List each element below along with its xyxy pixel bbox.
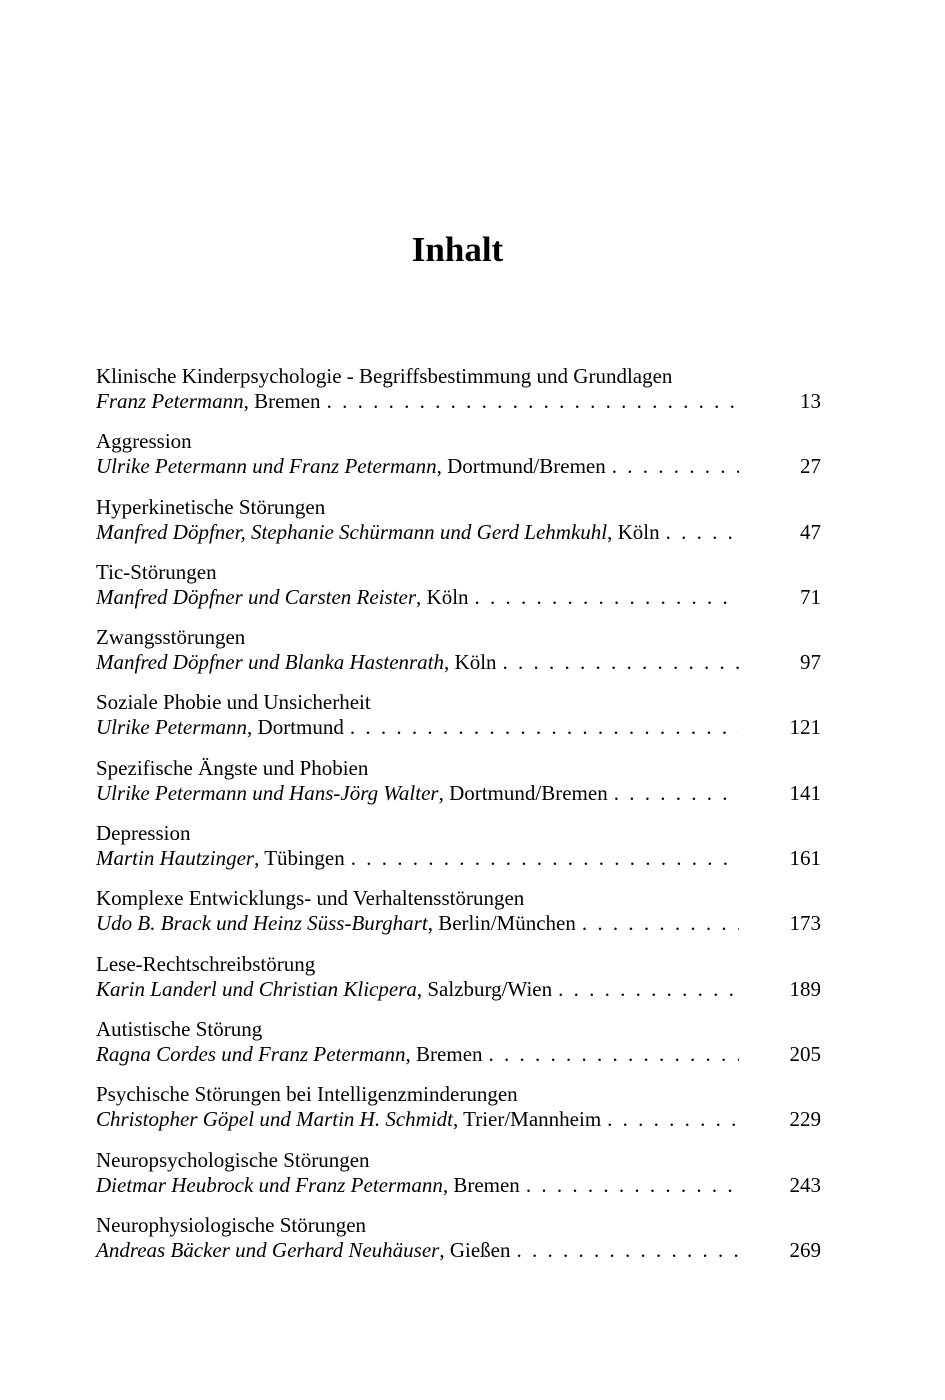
chapter-place: , Tübingen <box>254 846 345 871</box>
chapter-byline <box>96 781 821 806</box>
toc-entry <box>96 756 821 821</box>
dot-leader <box>344 715 739 740</box>
chapter-byline <box>96 1238 821 1263</box>
chapter-title: Zwangsstörungen <box>96 625 246 650</box>
dot-leader <box>660 520 739 545</box>
page-number: 173 <box>789 911 821 936</box>
chapter-byline <box>96 1042 821 1067</box>
chapter-authors: Dietmar Heubrock und Franz Petermann <box>96 1172 443 1197</box>
page-number: 141 <box>789 780 821 805</box>
chapter-place: , Bremen <box>243 389 321 413</box>
chapter-authors: Ulrike Petermann und Hans-Jörg Walter <box>96 780 439 805</box>
page-number: 269 <box>789 1237 821 1262</box>
chapter-place: , Bremen <box>405 1041 483 1066</box>
chapter-place: , Köln <box>607 519 660 544</box>
chapter-place: , Gießen <box>439 1237 511 1262</box>
page-number: 121 <box>789 715 821 740</box>
chapter-authors: Andreas Bäcker und Gerhard Neuhäuser <box>96 1237 440 1262</box>
chapter-place: , Köln <box>444 650 497 675</box>
chapter-authors: Ulrike Petermann <box>96 715 248 740</box>
chapter-byline <box>96 1173 821 1198</box>
chapter-authors: Udo B. Brack und Heinz Süss-Burghart <box>96 911 428 936</box>
page-number: 47 <box>800 519 821 544</box>
chapter-byline <box>96 454 821 479</box>
chapter-byline <box>96 389 821 414</box>
dot-leader <box>520 1173 739 1198</box>
page-number: 243 <box>789 1172 821 1197</box>
toc-entry <box>96 429 821 494</box>
toc-entry <box>96 364 821 429</box>
chapter-title: Autistische Störung <box>96 1016 263 1041</box>
chapter-authors: Ulrike Petermann und Franz Petermann <box>96 454 437 479</box>
chapter-authors: Christopher Göpel und Martin H. Schmidt <box>96 1107 453 1132</box>
toc-entry <box>96 1213 821 1278</box>
chapter-byline <box>96 911 821 936</box>
chapter-title: Depression <box>96 821 191 846</box>
page-number: 205 <box>789 1041 821 1066</box>
chapter-byline <box>96 585 821 610</box>
chapter-title: Klinische Kinderpsychologie - Begriffsbestimmung und Grundlagen <box>96 364 673 388</box>
chapter-title: Neuropsychologische Störungen <box>96 1147 370 1172</box>
chapter-title: Psychische Störungen bei Intelligenzminderungen <box>96 1082 518 1107</box>
dot-leader <box>552 977 739 1002</box>
chapter-authors: Manfred Döpfner und Carsten Reister <box>96 584 417 609</box>
toc-entry <box>96 1148 821 1213</box>
chapter-title: Aggression <box>96 429 192 454</box>
toc-entry <box>96 821 821 886</box>
chapter-place: , Trier/Mannheim <box>453 1107 602 1132</box>
toc-entry <box>96 886 821 951</box>
page-number: 71 <box>800 584 821 609</box>
dot-leader <box>576 911 739 936</box>
chapter-place: , Dortmund/Bremen <box>436 454 606 479</box>
dot-leader <box>497 650 739 675</box>
dot-leader <box>511 1238 740 1263</box>
chapter-title: Lese-Rechtschreibstörung <box>96 951 316 976</box>
chapter-byline <box>96 977 821 1002</box>
chapter-authors: Martin Hautzinger <box>96 846 255 871</box>
chapter-title: Spezifische Ängste und Phobien <box>96 755 369 780</box>
toc-entry <box>96 952 821 1017</box>
chapter-title: Komplexe Entwicklungs- und Verhaltensstörungen <box>96 886 525 911</box>
toc-entry <box>96 1017 821 1082</box>
toc-entry <box>96 625 821 690</box>
dot-leader <box>345 846 739 871</box>
chapter-place: , Dortmund <box>247 715 344 740</box>
chapter-place: , Bremen <box>442 1172 520 1197</box>
dot-leader <box>601 1107 739 1132</box>
chapter-place: , Köln <box>416 584 469 609</box>
chapter-byline <box>96 1107 821 1132</box>
page-number: 27 <box>800 454 821 479</box>
chapter-authors: Franz Petermann <box>96 389 244 413</box>
toc-entry <box>96 690 821 755</box>
chapter-title: Neurophysiologische Störungen <box>96 1212 367 1237</box>
chapter-byline <box>96 520 821 545</box>
dot-leader <box>606 454 739 479</box>
toc-entry <box>96 495 821 560</box>
page-number: 189 <box>789 976 821 1001</box>
chapter-authors: Ragna Cordes und Franz Petermann <box>96 1041 406 1066</box>
chapter-place: , Dortmund/Bremen <box>438 780 608 805</box>
dot-leader <box>469 585 739 610</box>
page-number: 13 <box>800 389 821 413</box>
chapter-place: , Salzburg/Wien <box>416 976 553 1001</box>
chapter-byline <box>96 715 821 740</box>
chapter-place: , Berlin/München <box>427 911 576 936</box>
chapter-authors: Manfred Döpfner und Blanka Hastenrath <box>96 650 445 675</box>
chapter-title: Soziale Phobie und Unsicherheit <box>96 690 371 715</box>
dot-leader <box>321 389 739 414</box>
toc-entry <box>96 1082 821 1147</box>
chapter-byline <box>96 846 821 871</box>
page-number: 97 <box>800 650 821 675</box>
chapter-authors: Manfred Döpfner, Stephanie Schürmann und Gerd Lehmkuhl <box>96 519 608 544</box>
chapter-byline <box>96 650 821 675</box>
page-number: 161 <box>789 846 821 871</box>
dot-leader <box>483 1042 739 1067</box>
table-of-contents <box>96 364 821 1278</box>
chapter-title: Hyperkinetische Störungen <box>96 494 326 519</box>
chapter-title: Tic-Störungen <box>96 559 217 584</box>
page-title: Inhalt <box>411 230 504 269</box>
dot-leader <box>608 781 739 806</box>
page-number: 229 <box>789 1107 821 1132</box>
toc-entry <box>96 560 821 625</box>
chapter-authors: Karin Landerl und Christian Klicpera <box>96 976 417 1001</box>
